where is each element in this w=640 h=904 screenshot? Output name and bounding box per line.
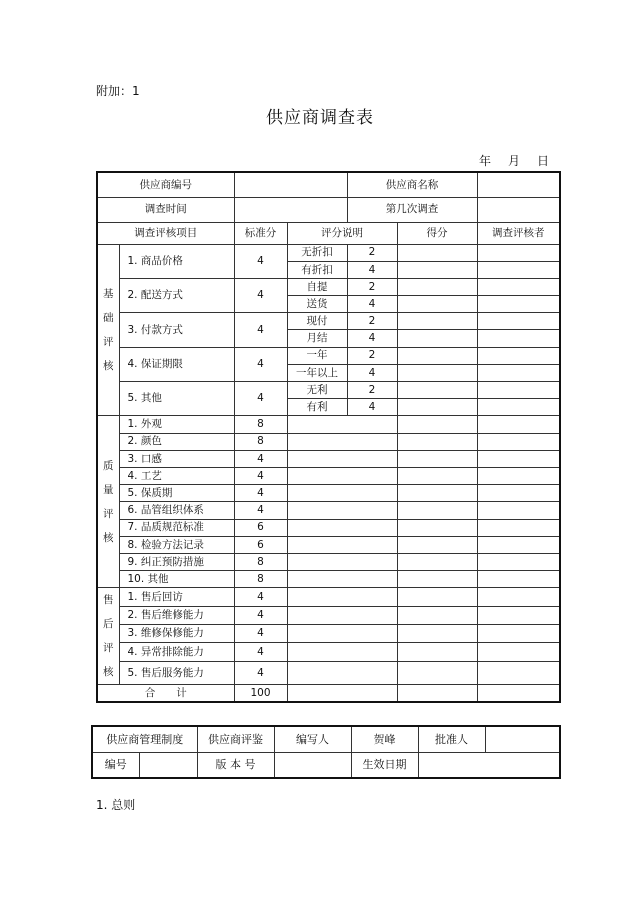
criteria-cell[interactable] — [287, 519, 397, 536]
criteria-points: 4 — [347, 330, 397, 347]
after-sales-row — [97, 624, 560, 642]
col-header-item: 调查评核项目 — [97, 222, 234, 244]
criteria-cell[interactable] — [287, 571, 397, 588]
score-cell[interactable] — [397, 553, 477, 570]
criteria-points: 2 — [347, 347, 397, 364]
score-cell[interactable] — [397, 450, 477, 467]
basic-item-label: 4. 保证期限 — [119, 347, 234, 381]
quality-row — [97, 519, 560, 536]
quality-item-standard: 8 — [234, 433, 287, 450]
quality-item-label: 6. 品管组织体系 — [119, 502, 234, 519]
reviewer-cell[interactable] — [477, 433, 560, 450]
score-cell[interactable] — [397, 433, 477, 450]
quality-item-standard: 8 — [234, 416, 287, 433]
criteria-cell[interactable] — [287, 467, 397, 484]
criteria-cell[interactable] — [287, 588, 397, 606]
quality-row — [97, 433, 560, 450]
criteria-desc: 有折扣 — [287, 261, 347, 278]
score-cell[interactable] — [397, 624, 477, 642]
score-cell[interactable] — [397, 261, 477, 278]
reviewer-cell[interactable] — [477, 467, 560, 484]
criteria-desc: 月结 — [287, 330, 347, 347]
basic-item-standard: 4 — [234, 347, 287, 381]
reviewer-cell[interactable] — [477, 536, 560, 553]
score-cell[interactable] — [397, 502, 477, 519]
criteria-desc: 无折扣 — [287, 244, 347, 261]
criteria-cell[interactable] — [287, 416, 397, 433]
quality-item-standard: 8 — [234, 553, 287, 570]
approver-label: 批准人 — [418, 726, 485, 752]
criteria-points: 4 — [347, 364, 397, 381]
info-row-2 — [97, 197, 560, 222]
criteria-cell[interactable] — [287, 661, 397, 685]
doc-title: 供应商评鉴 — [197, 726, 274, 752]
after-sales-section-label: 售 后 评 核 — [97, 588, 119, 685]
quality-item-standard: 4 — [234, 467, 287, 484]
quality-item-label: 4. 工艺 — [119, 467, 234, 484]
reviewer-cell[interactable] — [477, 685, 560, 702]
reviewer-cell[interactable] — [477, 364, 560, 381]
basic-row — [97, 347, 560, 364]
score-cell[interactable] — [397, 661, 477, 685]
score-cell[interactable] — [397, 364, 477, 381]
criteria-points: 4 — [347, 399, 397, 416]
after-sales-item-standard: 4 — [234, 661, 287, 685]
col-header-score: 得分 — [397, 222, 477, 244]
document-control-table — [91, 725, 561, 779]
quality-item-standard: 4 — [234, 450, 287, 467]
basic-item-label: 5. 其他 — [119, 382, 234, 416]
score-cell[interactable] — [397, 313, 477, 330]
quality-row — [97, 467, 560, 484]
total-value: 100 — [234, 685, 287, 702]
reviewer-cell[interactable] — [477, 416, 560, 433]
quality-item-label: 1. 外观 — [119, 416, 234, 433]
criteria-cell[interactable] — [287, 553, 397, 570]
criteria-points: 4 — [347, 261, 397, 278]
after-sales-row — [97, 643, 560, 661]
score-cell[interactable] — [397, 571, 477, 588]
after-sales-item-standard: 4 — [234, 588, 287, 606]
criteria-cell[interactable] — [287, 450, 397, 467]
date-day-label: 日 — [537, 154, 550, 168]
basic-item-standard: 4 — [234, 313, 287, 347]
reviewer-cell[interactable] — [477, 661, 560, 685]
survey-round-label: 第几次调查 — [347, 197, 477, 222]
effective-date-label: 生效日期 — [351, 752, 418, 778]
score-cell[interactable] — [397, 485, 477, 502]
criteria-desc: 一年 — [287, 347, 347, 364]
reviewer-cell[interactable] — [477, 296, 560, 313]
criteria-desc: 送货 — [287, 296, 347, 313]
criteria-points: 4 — [347, 296, 397, 313]
appendix-label: 附加：1 — [96, 84, 140, 98]
reviewer-cell[interactable] — [477, 399, 560, 416]
info-row-1 — [97, 172, 560, 197]
doc-name: 供应商管理制度 — [92, 726, 197, 752]
effective-date-field[interactable] — [418, 752, 560, 778]
score-cell[interactable] — [397, 643, 477, 661]
after-sales-item-label: 3. 维修保修能力 — [119, 624, 234, 642]
score-cell[interactable] — [397, 296, 477, 313]
supplier-name-field[interactable] — [477, 172, 560, 197]
criteria-points: 2 — [347, 313, 397, 330]
supplier-survey-table — [96, 171, 561, 703]
col-header-standard: 标准分 — [234, 222, 287, 244]
quality-row — [97, 502, 560, 519]
basic-row — [97, 313, 560, 330]
reviewer-cell[interactable] — [477, 347, 560, 364]
score-cell[interactable] — [397, 519, 477, 536]
score-cell[interactable] — [397, 588, 477, 606]
criteria-cell[interactable] — [287, 606, 397, 624]
criteria-points: 2 — [347, 278, 397, 295]
reviewer-cell[interactable] — [477, 553, 560, 570]
quality-row — [97, 416, 560, 433]
criteria-cell[interactable] — [287, 643, 397, 661]
reviewer-cell[interactable] — [477, 244, 560, 261]
quality-item-standard: 8 — [234, 571, 287, 588]
doc-control-row-2 — [92, 752, 560, 778]
score-cell[interactable] — [397, 606, 477, 624]
page-title: 供应商调查表 — [266, 108, 374, 128]
total-label: 合 计 — [97, 685, 234, 702]
quality-item-label: 10. 其他 — [119, 571, 234, 588]
basic-section-label: 基 础 评 核 — [97, 244, 119, 416]
reviewer-cell[interactable] — [477, 519, 560, 536]
score-cell[interactable] — [397, 382, 477, 399]
survey-round-field[interactable] — [477, 197, 560, 222]
reviewer-cell[interactable] — [477, 624, 560, 642]
quality-row — [97, 553, 560, 570]
criteria-cell[interactable] — [287, 685, 397, 702]
quality-row — [97, 536, 560, 553]
after-sales-item-standard: 4 — [234, 624, 287, 642]
after-sales-item-label: 1. 售后回访 — [119, 588, 234, 606]
after-sales-row — [97, 661, 560, 685]
criteria-cell[interactable] — [287, 433, 397, 450]
criteria-cell[interactable] — [287, 624, 397, 642]
reviewer-cell[interactable] — [477, 330, 560, 347]
after-sales-item-label: 2. 售后维修能力 — [119, 606, 234, 624]
supplier-name-label: 供应商名称 — [347, 172, 477, 197]
reviewer-cell[interactable] — [477, 450, 560, 467]
score-cell[interactable] — [397, 467, 477, 484]
reviewer-cell[interactable] — [477, 313, 560, 330]
basic-row — [97, 382, 560, 399]
score-cell[interactable] — [397, 685, 477, 702]
col-header-criteria: 评分说明 — [287, 222, 397, 244]
reviewer-cell[interactable] — [477, 261, 560, 278]
criteria-cell[interactable] — [287, 536, 397, 553]
criteria-points: 2 — [347, 244, 397, 261]
basic-item-label: 1. 商品价格 — [119, 244, 234, 278]
quality-item-label: 9. 纠正预防措施 — [119, 553, 234, 570]
reviewer-cell[interactable] — [477, 606, 560, 624]
after-sales-item-standard: 4 — [234, 643, 287, 661]
version-label: 版 本 号 — [197, 752, 274, 778]
quality-item-label: 8. 检验方法记录 — [119, 536, 234, 553]
quality-item-label: 3. 口感 — [119, 450, 234, 467]
quality-item-label: 2. 颜色 — [119, 433, 234, 450]
quality-item-label: 5. 保质期 — [119, 485, 234, 502]
survey-time-field[interactable] — [234, 197, 347, 222]
after-sales-item-label: 4. 异常排除能力 — [119, 643, 234, 661]
criteria-desc: 无利 — [287, 382, 347, 399]
score-cell[interactable] — [397, 416, 477, 433]
date-month-label: 月 — [508, 154, 521, 168]
reviewer-cell[interactable] — [477, 588, 560, 606]
score-cell[interactable] — [397, 330, 477, 347]
quality-row — [97, 450, 560, 467]
criteria-cell[interactable] — [287, 502, 397, 519]
score-cell[interactable] — [397, 399, 477, 416]
supplier-no-label: 供应商编号 — [97, 172, 234, 197]
col-header-reviewer: 调查评核者 — [477, 222, 560, 244]
quality-item-standard: 6 — [234, 519, 287, 536]
section-heading: 1. 总则 — [96, 798, 136, 812]
after-sales-row — [97, 606, 560, 624]
author-label: 编写人 — [274, 726, 351, 752]
quality-item-standard: 6 — [234, 536, 287, 553]
basic-item-standard: 4 — [234, 244, 287, 278]
score-cell[interactable] — [397, 278, 477, 295]
quality-item-standard: 4 — [234, 485, 287, 502]
doc-control-row-1 — [92, 726, 560, 752]
basic-item-label: 2. 配送方式 — [119, 278, 234, 312]
criteria-desc: 现付 — [287, 313, 347, 330]
quality-item-label: 7. 品质规范标准 — [119, 519, 234, 536]
reviewer-cell[interactable] — [477, 571, 560, 588]
quality-item-standard: 4 — [234, 502, 287, 519]
criteria-desc: 有利 — [287, 399, 347, 416]
basic-row — [97, 278, 560, 295]
number-label: 编号 — [92, 752, 139, 778]
reviewer-cell[interactable] — [477, 485, 560, 502]
author-name: 贺峰 — [351, 726, 418, 752]
score-cell[interactable] — [397, 536, 477, 553]
reviewer-cell[interactable] — [477, 643, 560, 661]
criteria-points: 2 — [347, 382, 397, 399]
quality-row — [97, 485, 560, 502]
supplier-no-field[interactable] — [234, 172, 347, 197]
basic-row — [97, 244, 560, 261]
date-year-label: 年 — [479, 154, 492, 168]
criteria-desc: 自提 — [287, 278, 347, 295]
score-cell[interactable] — [397, 244, 477, 261]
version-field[interactable] — [274, 752, 351, 778]
survey-time-label: 调查时间 — [97, 197, 234, 222]
reviewer-cell[interactable] — [477, 382, 560, 399]
after-sales-item-standard: 4 — [234, 606, 287, 624]
quality-section-label: 质 量 评 核 — [97, 416, 119, 588]
after-sales-row — [97, 588, 560, 606]
column-header-row — [97, 222, 560, 244]
criteria-desc: 一年以上 — [287, 364, 347, 381]
approver-field[interactable] — [485, 726, 560, 752]
reviewer-cell[interactable] — [477, 278, 560, 295]
quality-row — [97, 571, 560, 588]
score-cell[interactable] — [397, 347, 477, 364]
after-sales-item-label: 5. 售后服务能力 — [119, 661, 234, 685]
number-field[interactable] — [139, 752, 197, 778]
total-row — [97, 685, 560, 702]
basic-item-label: 3. 付款方式 — [119, 313, 234, 347]
criteria-cell[interactable] — [287, 485, 397, 502]
reviewer-cell[interactable] — [477, 502, 560, 519]
basic-item-standard: 4 — [234, 278, 287, 312]
basic-item-standard: 4 — [234, 382, 287, 416]
